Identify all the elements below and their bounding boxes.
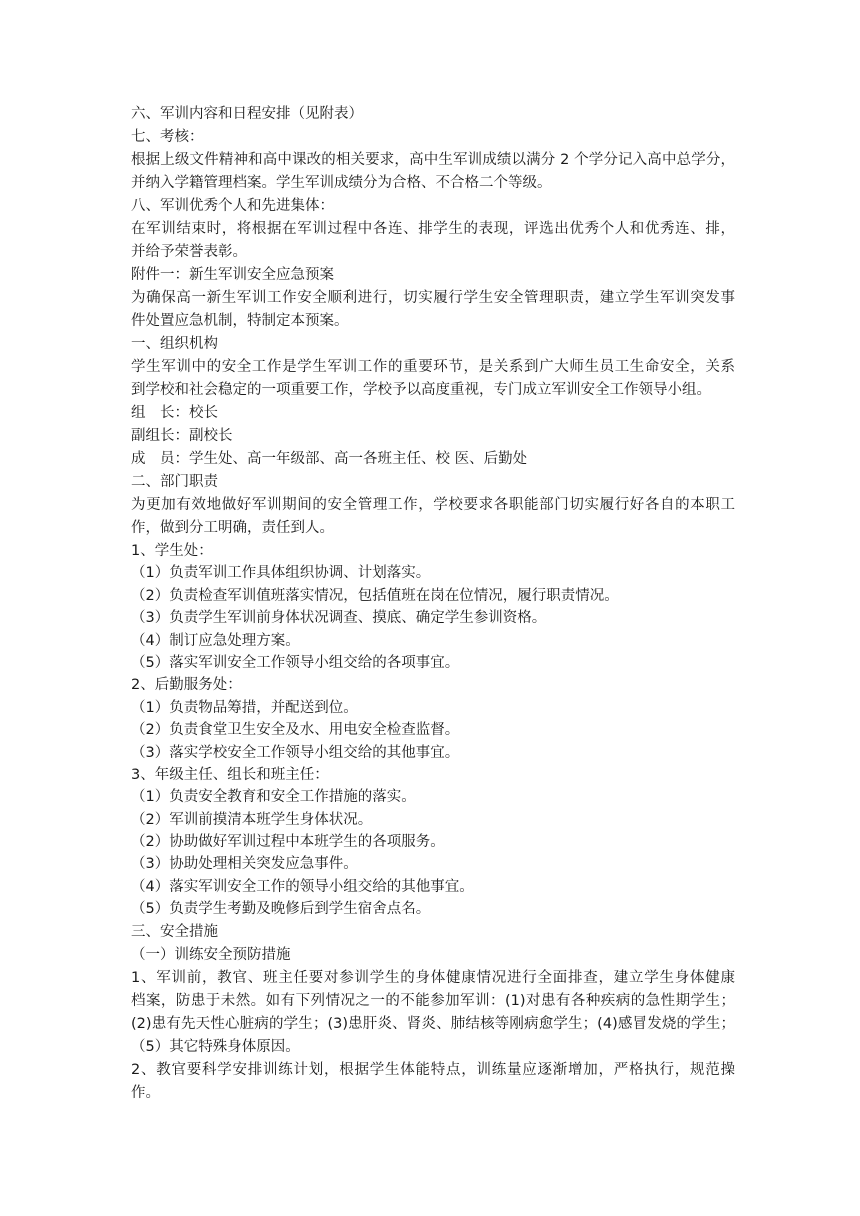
attachment-title: 附件一：新生军训安全应急预案 <box>131 267 334 283</box>
paragraph-line: 并纳入学籍管理档案。学生军训成绩分为合格、不合格二个等级。 <box>131 175 552 191</box>
list-item: （2）负责食堂卫生安全及水、用电安全检查监督。 <box>131 722 460 739</box>
section-heading-6: 六、军训内容和日程安排（见附表） <box>131 106 363 122</box>
paragraph-line: 为更加有效地做好军训期间的安全管理工作，学校要求各职能部门切实履行好各自的本职工 <box>131 497 735 513</box>
subheading-logistics: 2、后勤服务处： <box>131 677 242 694</box>
paragraph-line: 并给予荣誉表彰。 <box>131 244 247 260</box>
paragraph-line: 根据上级文件精神和高中课改的相关要求，高中生军训成绩以满分 2 个学分记入高中总学分， <box>131 152 735 168</box>
section-heading-3: 三、安全措施 <box>131 923 218 940</box>
list-item: （5）落实军训安全工作领导小组交给的各项事宜。 <box>131 654 460 671</box>
subheading-training-safety: （一）训练安全预防措施 <box>131 946 291 963</box>
list-item: （3）负责学生军训前身体状况调查、摸底、确定学生参训资格。 <box>131 610 547 627</box>
subheading-grade-directors: 3、年级主任、组长和班主任： <box>131 766 329 783</box>
list-item: （1）负责军训工作具体组织协调、计划落实。 <box>131 565 431 582</box>
paragraph-line: 在军训结束时，将根据在军训过程中各连、排学生的表现，评选出优秀个人和优秀连、排， <box>131 221 735 237</box>
paragraph-line: 1、军训前，教官、班主任要对参训学生的身体健康情况进行全面排查，建立学生身体健康 <box>131 969 735 986</box>
paragraph-line: 档案，防患于未然。如有下列情况之一的不能参加军训：(1)对患有各种疾病的急性期学生； <box>131 992 735 1009</box>
paragraph-line: 2、教官要科学安排训练计划，根据学生体能特点，训练量应逐渐增加，严格执行，规范操 <box>131 1061 735 1078</box>
list-item: （1）负责物品筹措，并配送到位。 <box>131 699 358 716</box>
section-heading-2: 二、部门职责 <box>131 474 218 490</box>
list-item: （3）落实学校安全工作领导小组交给的其他事宜。 <box>131 744 460 761</box>
list-item: （4）制订应急处理方案。 <box>131 632 300 649</box>
document-body <box>131 103 735 1105</box>
paragraph-line: 件处置应急机制，特制定本预案。 <box>131 313 349 329</box>
members-line: 成 员：学生处、高一年级部、高一各班主任、校 医、后勤处 <box>131 451 528 467</box>
paragraph-line: 到学校和社会稳定的一项重要工作，学校予以高度重视，专门成立军训安全工作领导小组。 <box>131 382 711 398</box>
section-heading-8: 八、军训优秀个人和先进集体： <box>131 198 334 214</box>
paragraph-line: 作。 <box>131 1084 160 1101</box>
list-item: （2）协助做好军训过程中本班学生的各项服务。 <box>131 834 445 851</box>
section-heading-1: 一、组织机构 <box>131 336 218 352</box>
paragraph-line: （5）其它特殊身体原因。 <box>131 1038 300 1055</box>
list-item: （4）落实军训安全工作的领导小组交给的其他事宜。 <box>131 878 474 895</box>
paragraph-line: 作，做到分工明确，责任到人。 <box>131 520 334 536</box>
list-item: （2）军训前摸清本班学生身体状况。 <box>131 811 373 828</box>
list-item: （2）负责检查军训值班落实情况，包括值班在岗在位情况，履行职责情况。 <box>131 587 619 604</box>
paragraph-line: (2)患有先天性心脏病的学生；(3)患肝炎、肾炎、肺结核等刚病愈学生；(4)感冒发烧的学生； <box>131 1015 735 1032</box>
leader-line: 组 长：校长 <box>131 405 218 421</box>
list-item: （5）负责学生考勤及晚修后到学生宿舍点名。 <box>131 901 431 918</box>
subheading-student-office: 1、学生处： <box>131 543 213 559</box>
list-item: （3）协助处理相关突发应急事件。 <box>131 856 358 873</box>
deputy-leader-line: 副组长：副校长 <box>131 428 233 444</box>
paragraph-line: 为确保高一新生军训工作安全顺利进行，切实履行学生安全管理职责，建立学生军训突发事 <box>131 290 735 306</box>
section-heading-7: 七、考核： <box>131 129 204 145</box>
list-item: （1）负责安全教育和安全工作措施的落实。 <box>131 789 416 806</box>
paragraph-line: 学生军训中的安全工作是学生军训工作的重要环节，是关系到广大师生员工生命安全，关系 <box>131 359 735 375</box>
